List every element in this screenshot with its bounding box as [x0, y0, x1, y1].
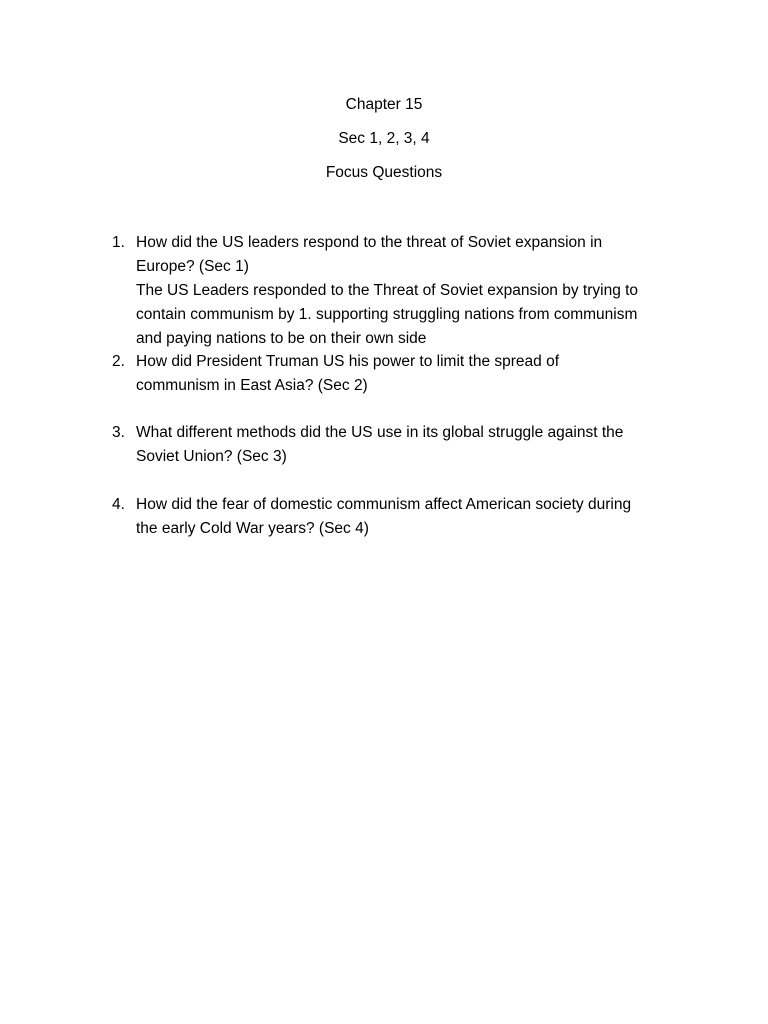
question-text-line: How did the fear of domestic communism affect American society during: [136, 496, 632, 513]
question-text-line: the early Cold War years? (Sec 4): [136, 520, 369, 537]
question-text-line: communism in East Asia? (Sec 2): [136, 377, 368, 394]
question-3: [112, 421, 692, 469]
question-1: [112, 231, 692, 351]
chapter-title: Chapter 15: [345, 96, 423, 113]
answer-text-line: The US Leaders responded to the Threat of Soviet expansion by trying to: [136, 282, 639, 299]
question-number: 1.: [112, 234, 125, 251]
answer-text-line: contain communism by 1. supporting struggling nations from communism: [136, 306, 638, 323]
question-text-line: How did President Truman US his power to limit the spread of: [136, 353, 559, 370]
sections-line: Sec 1, 2, 3, 4: [338, 130, 430, 147]
answer-text-line: and paying nations to be on their own side: [136, 330, 427, 347]
question-4: [112, 493, 692, 541]
question-text-line: How did the US leaders respond to the threat of Soviet expansion in: [136, 234, 603, 251]
question-text-line: Europe? (Sec 1): [136, 258, 249, 275]
focus-questions-heading: Focus Questions: [325, 164, 443, 181]
question-text-line: What different methods did the US use in its global struggle against the: [136, 424, 624, 441]
question-2: [112, 350, 692, 398]
question-number: 3.: [112, 424, 125, 441]
question-text-line: Soviet Union? (Sec 3): [136, 448, 287, 465]
question-number: 2.: [112, 353, 125, 370]
question-number: 4.: [112, 496, 125, 513]
